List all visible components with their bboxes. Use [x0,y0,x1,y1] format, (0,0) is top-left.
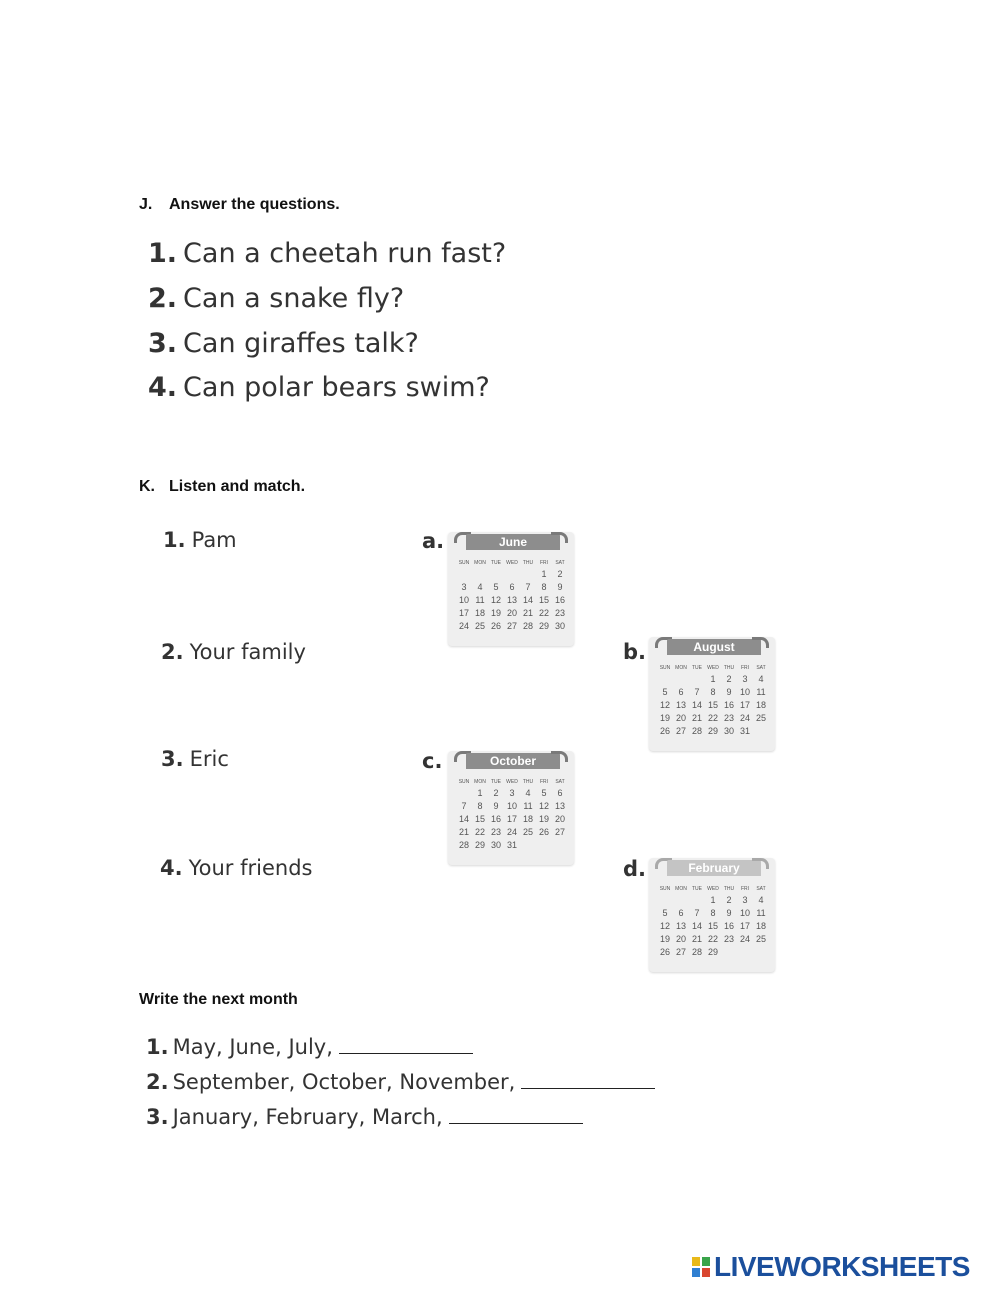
match-item-2 [161,640,306,664]
day-cell: 16 [490,814,501,824]
weekday-label: SUN [659,886,671,892]
weekday-label: THU [723,886,735,892]
liveworksheets-logo [692,1251,970,1283]
day-cell: 26 [659,726,670,736]
day-cell: 20 [554,814,565,824]
day-cell: 17 [506,814,517,824]
question-4 [148,372,490,403]
day-cell: 14 [691,921,702,931]
logo-blocks-icon [692,1257,710,1277]
day-cell: 1 [710,895,716,905]
day-cell: 8 [541,582,547,592]
match-item-3 [161,747,229,771]
day-cell: 23 [554,608,565,618]
logo-block [692,1257,700,1266]
section-k-heading [139,478,305,496]
match-item-text: Pam [191,528,237,552]
weekday-label: SAT [555,779,565,785]
section-k-title: Listen and match. [169,478,306,495]
calendar-tab [448,532,574,552]
day-cell: 9 [726,687,732,697]
day-cell: 19 [659,934,670,944]
day-cell: 9 [726,908,732,918]
empty-day-cell [520,568,536,581]
day-cell: 9 [557,582,563,592]
day-cell: 29 [707,726,718,736]
day-cell: 29 [707,947,718,957]
day-cell: 2 [726,674,732,684]
day-cell: 21 [458,827,469,837]
day-cell: 15 [474,814,485,824]
day-cell: 10 [506,801,517,811]
day-cell: 5 [493,582,499,592]
day-cell: 22 [538,608,549,618]
day-cell: 8 [710,908,716,918]
weekday-label: SUN [458,560,470,566]
weekday-label: SAT [756,665,766,671]
match-item-text: Your friends [188,856,313,880]
day-cell: 2 [493,788,499,798]
day-cell: 17 [739,921,750,931]
day-cell: 10 [739,687,750,697]
logo-block [702,1257,710,1266]
day-cell: 13 [506,595,517,605]
section-k-letter: K. [139,478,155,495]
day-cell: 31 [506,840,517,850]
calendar-october[interactable] [448,751,574,865]
match-item-number: 4. [160,856,183,880]
day-cell: 17 [458,608,469,618]
weekday-label: TUE [491,779,501,785]
day-cell: 5 [662,908,668,918]
next-month-text: May, June, July, [172,1035,333,1059]
day-cell: 18 [755,700,766,710]
question-number: 3. [148,328,178,359]
calendar-month-name: October [489,754,536,768]
day-cell: 23 [490,827,501,837]
calendar-grid [657,884,769,959]
next-month-item-2 [146,1068,655,1094]
day-cell: 29 [474,840,485,850]
day-cell: 3 [461,582,467,592]
day-cell: 6 [678,908,684,918]
question-text: Can a cheetah run fast? [183,238,507,269]
weekday-label: MON [675,665,687,671]
day-cell: 14 [458,814,469,824]
next-month-number: 2. [146,1070,169,1094]
day-cell: 15 [707,921,718,931]
weekday-label: SUN [458,779,470,785]
calendar-grid [456,558,568,633]
weekday-label: MON [474,560,486,566]
day-cell: 11 [756,908,766,918]
day-cell: 27 [675,947,686,957]
weekday-label: FRI [740,665,750,671]
day-cell: 7 [694,687,700,697]
weekday-label: TUE [491,560,501,566]
day-cell: 21 [522,608,533,618]
day-cell: 27 [554,827,565,837]
day-cell: 12 [490,595,501,605]
empty-day-cell [504,568,520,581]
answer-blank[interactable] [449,1103,583,1124]
day-cell: 2 [726,895,732,905]
day-cell: 25 [522,827,533,837]
day-cell: 21 [691,713,702,723]
day-cell: 27 [506,621,517,631]
empty-day-cell [657,894,673,907]
day-cell: 7 [461,801,467,811]
day-cell: 5 [541,788,547,798]
day-cell: 20 [506,608,517,618]
match-item-text: Your family [189,640,306,664]
day-cell: 10 [458,595,469,605]
day-cell: 20 [675,713,686,723]
day-cell: 28 [691,947,702,957]
weekday-label: WED [707,665,719,671]
day-cell: 13 [675,700,686,710]
next-month-heading: Write the next month [139,991,298,1008]
day-cell: 11 [523,801,533,811]
weekday-label: TUE [692,665,702,671]
weekday-label: SAT [555,560,565,566]
day-cell: 5 [662,687,668,697]
day-cell: 23 [723,934,734,944]
day-cell: 16 [554,595,565,605]
question-1 [148,238,506,269]
day-cell: 11 [756,687,766,697]
day-cell: 2 [557,569,563,579]
day-cell: 14 [691,700,702,710]
match-item-4 [160,856,312,880]
day-cell: 27 [675,726,686,736]
weekday-label: THU [522,779,534,785]
day-cell: 23 [723,713,734,723]
day-cell: 7 [525,582,531,592]
next-month-item-3 [146,1103,583,1129]
day-cell: 11 [475,595,485,605]
day-cell: 10 [739,908,750,918]
answer-blank[interactable] [521,1068,655,1089]
day-cell: 22 [707,934,718,944]
calendar-c-letter: c. [422,749,443,773]
weekday-label: FRI [740,886,750,892]
day-cell: 1 [710,674,716,684]
weekday-label: FRI [539,560,549,566]
empty-day-cell [488,568,504,581]
day-cell: 24 [458,621,469,631]
calendar-february[interactable] [649,858,775,972]
day-cell: 12 [659,921,670,931]
day-cell: 22 [707,713,718,723]
day-cell: 13 [675,921,686,931]
weekday-label: TUE [692,886,702,892]
day-cell: 15 [538,595,549,605]
match-item-text: Eric [189,747,229,771]
empty-day-cell [456,568,472,581]
day-cell: 17 [739,700,750,710]
question-text: Can giraffes talk? [183,328,419,359]
day-cell: 16 [723,700,734,710]
calendar-d-letter: d. [623,857,647,881]
day-cell: 25 [755,934,766,944]
empty-day-cell [673,673,689,686]
next-month-text: September, October, November, [172,1070,516,1094]
match-item-1 [163,528,237,552]
day-cell: 4 [477,582,483,592]
match-item-number: 1. [163,528,186,552]
day-cell: 18 [474,608,485,618]
next-month-text: January, February, March, [172,1105,443,1129]
empty-day-cell [472,568,488,581]
calendar-tab [448,751,574,771]
day-cell: 26 [538,827,549,837]
calendar-tab [649,858,775,878]
day-cell: 25 [755,713,766,723]
weekday-label: WED [506,560,518,566]
empty-day-cell [456,787,472,800]
day-cell: 6 [509,582,515,592]
day-cell: 22 [474,827,485,837]
day-cell: 19 [659,713,670,723]
day-cell: 28 [522,621,533,631]
calendar-june[interactable] [448,532,574,646]
calendar-month-name: June [498,535,527,549]
day-cell: 12 [538,801,549,811]
day-cell: 30 [554,621,565,631]
day-cell: 3 [742,895,748,905]
day-cell: 4 [525,788,531,798]
logo-block [692,1268,700,1277]
question-text: Can a snake fly? [183,283,405,314]
weekday-label: MON [675,886,687,892]
day-cell: 18 [755,921,766,931]
day-cell: 20 [675,934,686,944]
day-cell: 24 [739,934,750,944]
answer-blank[interactable] [339,1033,473,1054]
next-month-number: 1. [146,1035,169,1059]
calendar-b-letter: b. [623,640,647,664]
day-cell: 3 [742,674,748,684]
weekday-label: MON [474,779,486,785]
day-cell: 24 [506,827,517,837]
day-cell: 15 [707,700,718,710]
question-number: 2. [148,283,178,314]
day-cell: 29 [538,621,549,631]
logo-block [702,1268,710,1277]
day-cell: 30 [490,840,501,850]
calendar-month-name: August [693,640,735,654]
weekday-label: THU [723,665,735,671]
day-cell: 4 [758,895,764,905]
day-cell: 30 [723,726,734,736]
section-j-letter: J. [139,196,153,213]
empty-day-cell [689,894,705,907]
day-cell: 8 [710,687,716,697]
day-cell: 26 [490,621,501,631]
day-cell: 16 [723,921,734,931]
day-cell: 6 [557,788,563,798]
calendar-august[interactable] [649,637,775,751]
question-2 [148,283,404,314]
next-month-item-1 [146,1033,473,1059]
day-cell: 13 [554,801,565,811]
day-cell: 9 [493,801,499,811]
day-cell: 18 [522,814,533,824]
day-cell: 31 [739,726,750,736]
day-cell: 19 [490,608,501,618]
weekday-label: FRI [539,779,549,785]
day-cell: 7 [694,908,700,918]
logo-text: LIVEWORKSHEETS [714,1251,970,1282]
calendar-a-letter: a. [422,529,445,553]
calendar-tab [649,637,775,657]
next-month-number: 3. [146,1105,169,1129]
weekday-label: WED [707,886,719,892]
section-j-title: Answer the questions. [169,196,340,213]
day-cell: 28 [458,840,469,850]
weekday-label: SUN [659,665,671,671]
empty-day-cell [673,894,689,907]
day-cell: 21 [691,934,702,944]
day-cell: 3 [509,788,515,798]
question-number: 4. [148,372,178,403]
weekday-label: WED [506,779,518,785]
day-cell: 6 [678,687,684,697]
empty-day-cell [657,673,673,686]
day-cell: 26 [659,947,670,957]
day-cell: 12 [659,700,670,710]
question-number: 1. [148,238,178,269]
day-cell: 14 [522,595,533,605]
empty-day-cell [689,673,705,686]
section-j-heading [139,196,340,214]
day-cell: 1 [541,569,547,579]
question-text: Can polar bears swim? [183,372,490,403]
day-cell: 8 [477,801,483,811]
day-cell: 1 [477,788,483,798]
day-cell: 4 [758,674,764,684]
match-item-number: 2. [161,640,184,664]
day-cell: 25 [474,621,485,631]
weekday-label: SAT [756,886,766,892]
day-cell: 19 [538,814,549,824]
calendar-grid [456,777,568,852]
match-item-number: 3. [161,747,184,771]
weekday-label: THU [522,560,534,566]
day-cell: 24 [739,713,750,723]
calendar-grid [657,663,769,738]
calendar-month-name: February [688,861,740,875]
question-3 [148,328,419,359]
day-cell: 28 [691,726,702,736]
